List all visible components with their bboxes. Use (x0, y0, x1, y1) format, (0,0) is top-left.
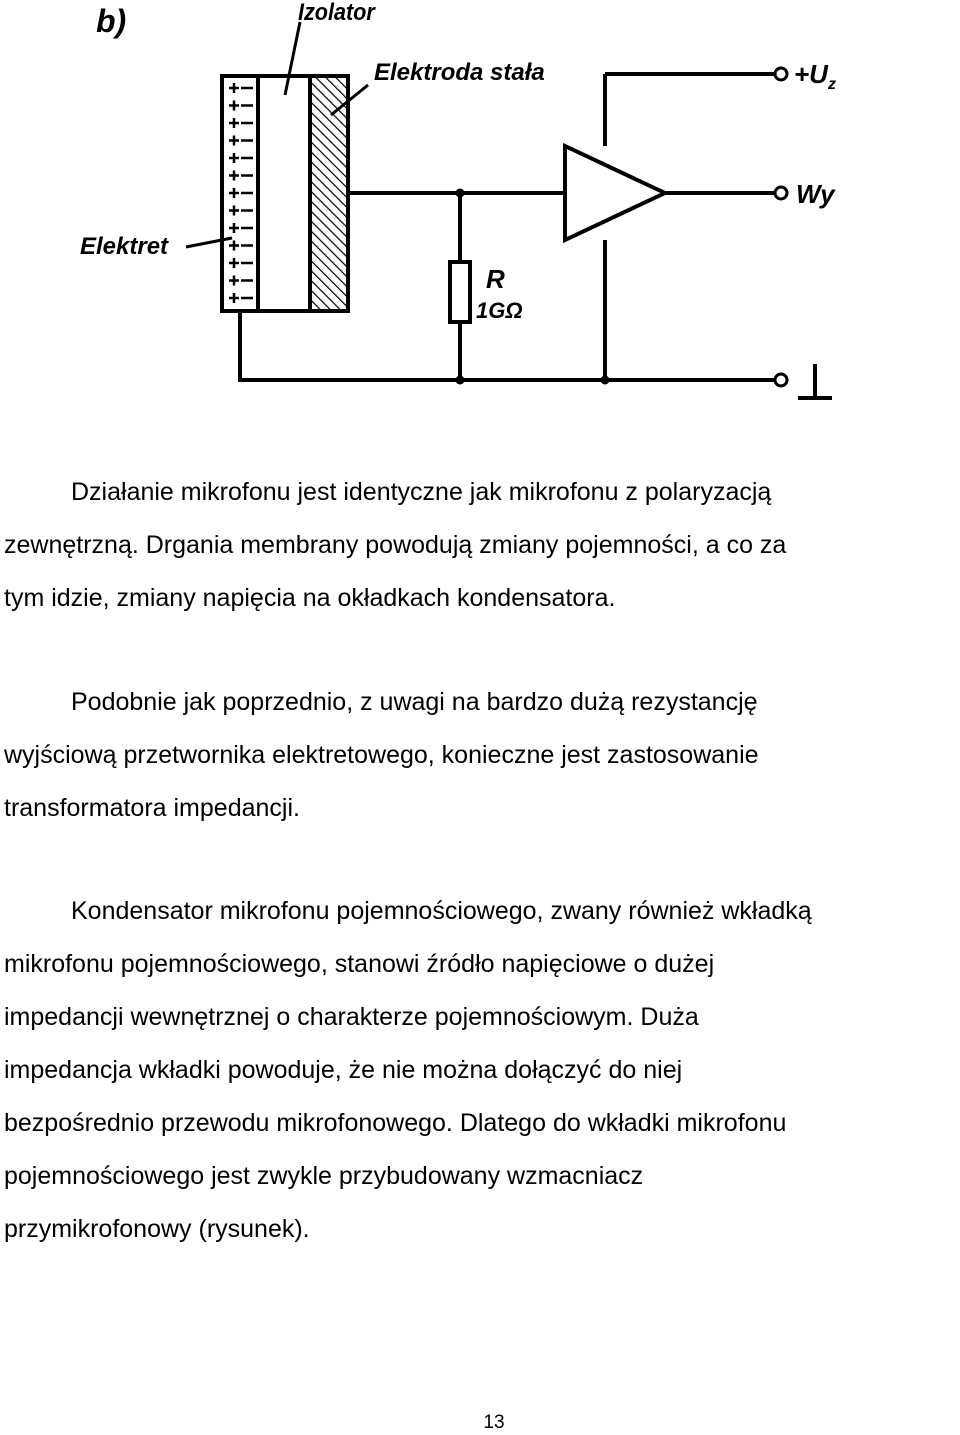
amplifier-symbol (565, 146, 665, 240)
paragraph-line: mikrofonu pojemnościowego, stanowi źródło napięciowe o dużej (4, 950, 715, 978)
plus-charge-icon (229, 171, 239, 181)
plus-charge-icon (229, 223, 239, 233)
paragraph-line: impedancji wewnętrznej o charakterze pojemnościowym. Duża (4, 1003, 699, 1031)
resistor-symbol (450, 262, 470, 322)
output-label: Wy (796, 179, 835, 209)
paragraph-line: przymikrofonowy (rysunek). (4, 1215, 310, 1243)
plus-charge-icon (229, 206, 239, 216)
supply-label-subscript: z (827, 76, 836, 93)
plus-charge-icon (229, 293, 239, 303)
plus-charge-icon (229, 241, 239, 251)
electret-layer (222, 76, 258, 311)
paragraph-line: zewnętrzną. Drgania membrany powodują zmiany pojemności, a co za (4, 531, 787, 559)
electret-charges (229, 83, 253, 303)
paragraph-line: transformatora impedancji. (4, 794, 300, 822)
plus-charge-icon (229, 118, 239, 128)
panel-label: b) (96, 3, 127, 39)
paragraph-line: pojemnościowego jest zwykle przybudowany wzmacniacz (4, 1162, 644, 1190)
insulator-layer (258, 76, 310, 311)
electret-microphone-circuit-diagram (0, 0, 960, 440)
output-terminal-icon (775, 187, 787, 199)
plus-charge-icon (229, 136, 239, 146)
electret-label: Elektret (80, 233, 169, 260)
ground-terminal-icon (775, 374, 787, 386)
plus-charge-icon (229, 83, 239, 93)
paragraph-line: bezpośrednio przewodu mikrofonowego. Dlatego do wkładki mikrofonu (4, 1109, 787, 1137)
paragraph-line: Podobnie jak poprzednio, z uwagi na bardzo dużą rezystancję (71, 688, 758, 716)
insulator-label: Izolator (298, 0, 375, 26)
page-number: 13 (483, 1412, 505, 1433)
supply-label (794, 59, 836, 93)
supply-label-main: +U (794, 59, 828, 89)
fixed-electrode-label: Elektroda stała (374, 59, 545, 86)
plus-charge-icon (229, 258, 239, 268)
resistor-name-label: R (486, 264, 505, 294)
paragraph-1 (4, 466, 960, 625)
supply-terminal-icon (775, 68, 787, 80)
plus-charge-icon (229, 188, 239, 198)
plus-charge-icon (229, 101, 239, 111)
paragraph-line: wyjściową przetwornika elektretowego, konieczne jest zastosowanie (4, 741, 759, 769)
paragraph-line: impedancja wkładki powoduje, że nie można dołączyć do niej (4, 1056, 683, 1084)
paragraph-line: Działanie mikrofonu jest identyczne jak mikrofonu z polaryzacją (71, 478, 772, 506)
paragraph-3 (4, 885, 960, 1256)
plus-charge-icon (229, 276, 239, 286)
paragraph-line: Kondensator mikrofonu pojemnościowego, zwany również wkładką (71, 897, 812, 925)
paragraph-line: tym idzie, zmiany napięcia na okładkach kondensatora. (4, 584, 616, 612)
fixed-electrode (310, 76, 348, 311)
plus-charge-icon (229, 153, 239, 163)
paragraph-2 (4, 676, 960, 835)
ground-icon (798, 364, 832, 398)
resistor-value-label: 1GΩ (476, 298, 523, 323)
